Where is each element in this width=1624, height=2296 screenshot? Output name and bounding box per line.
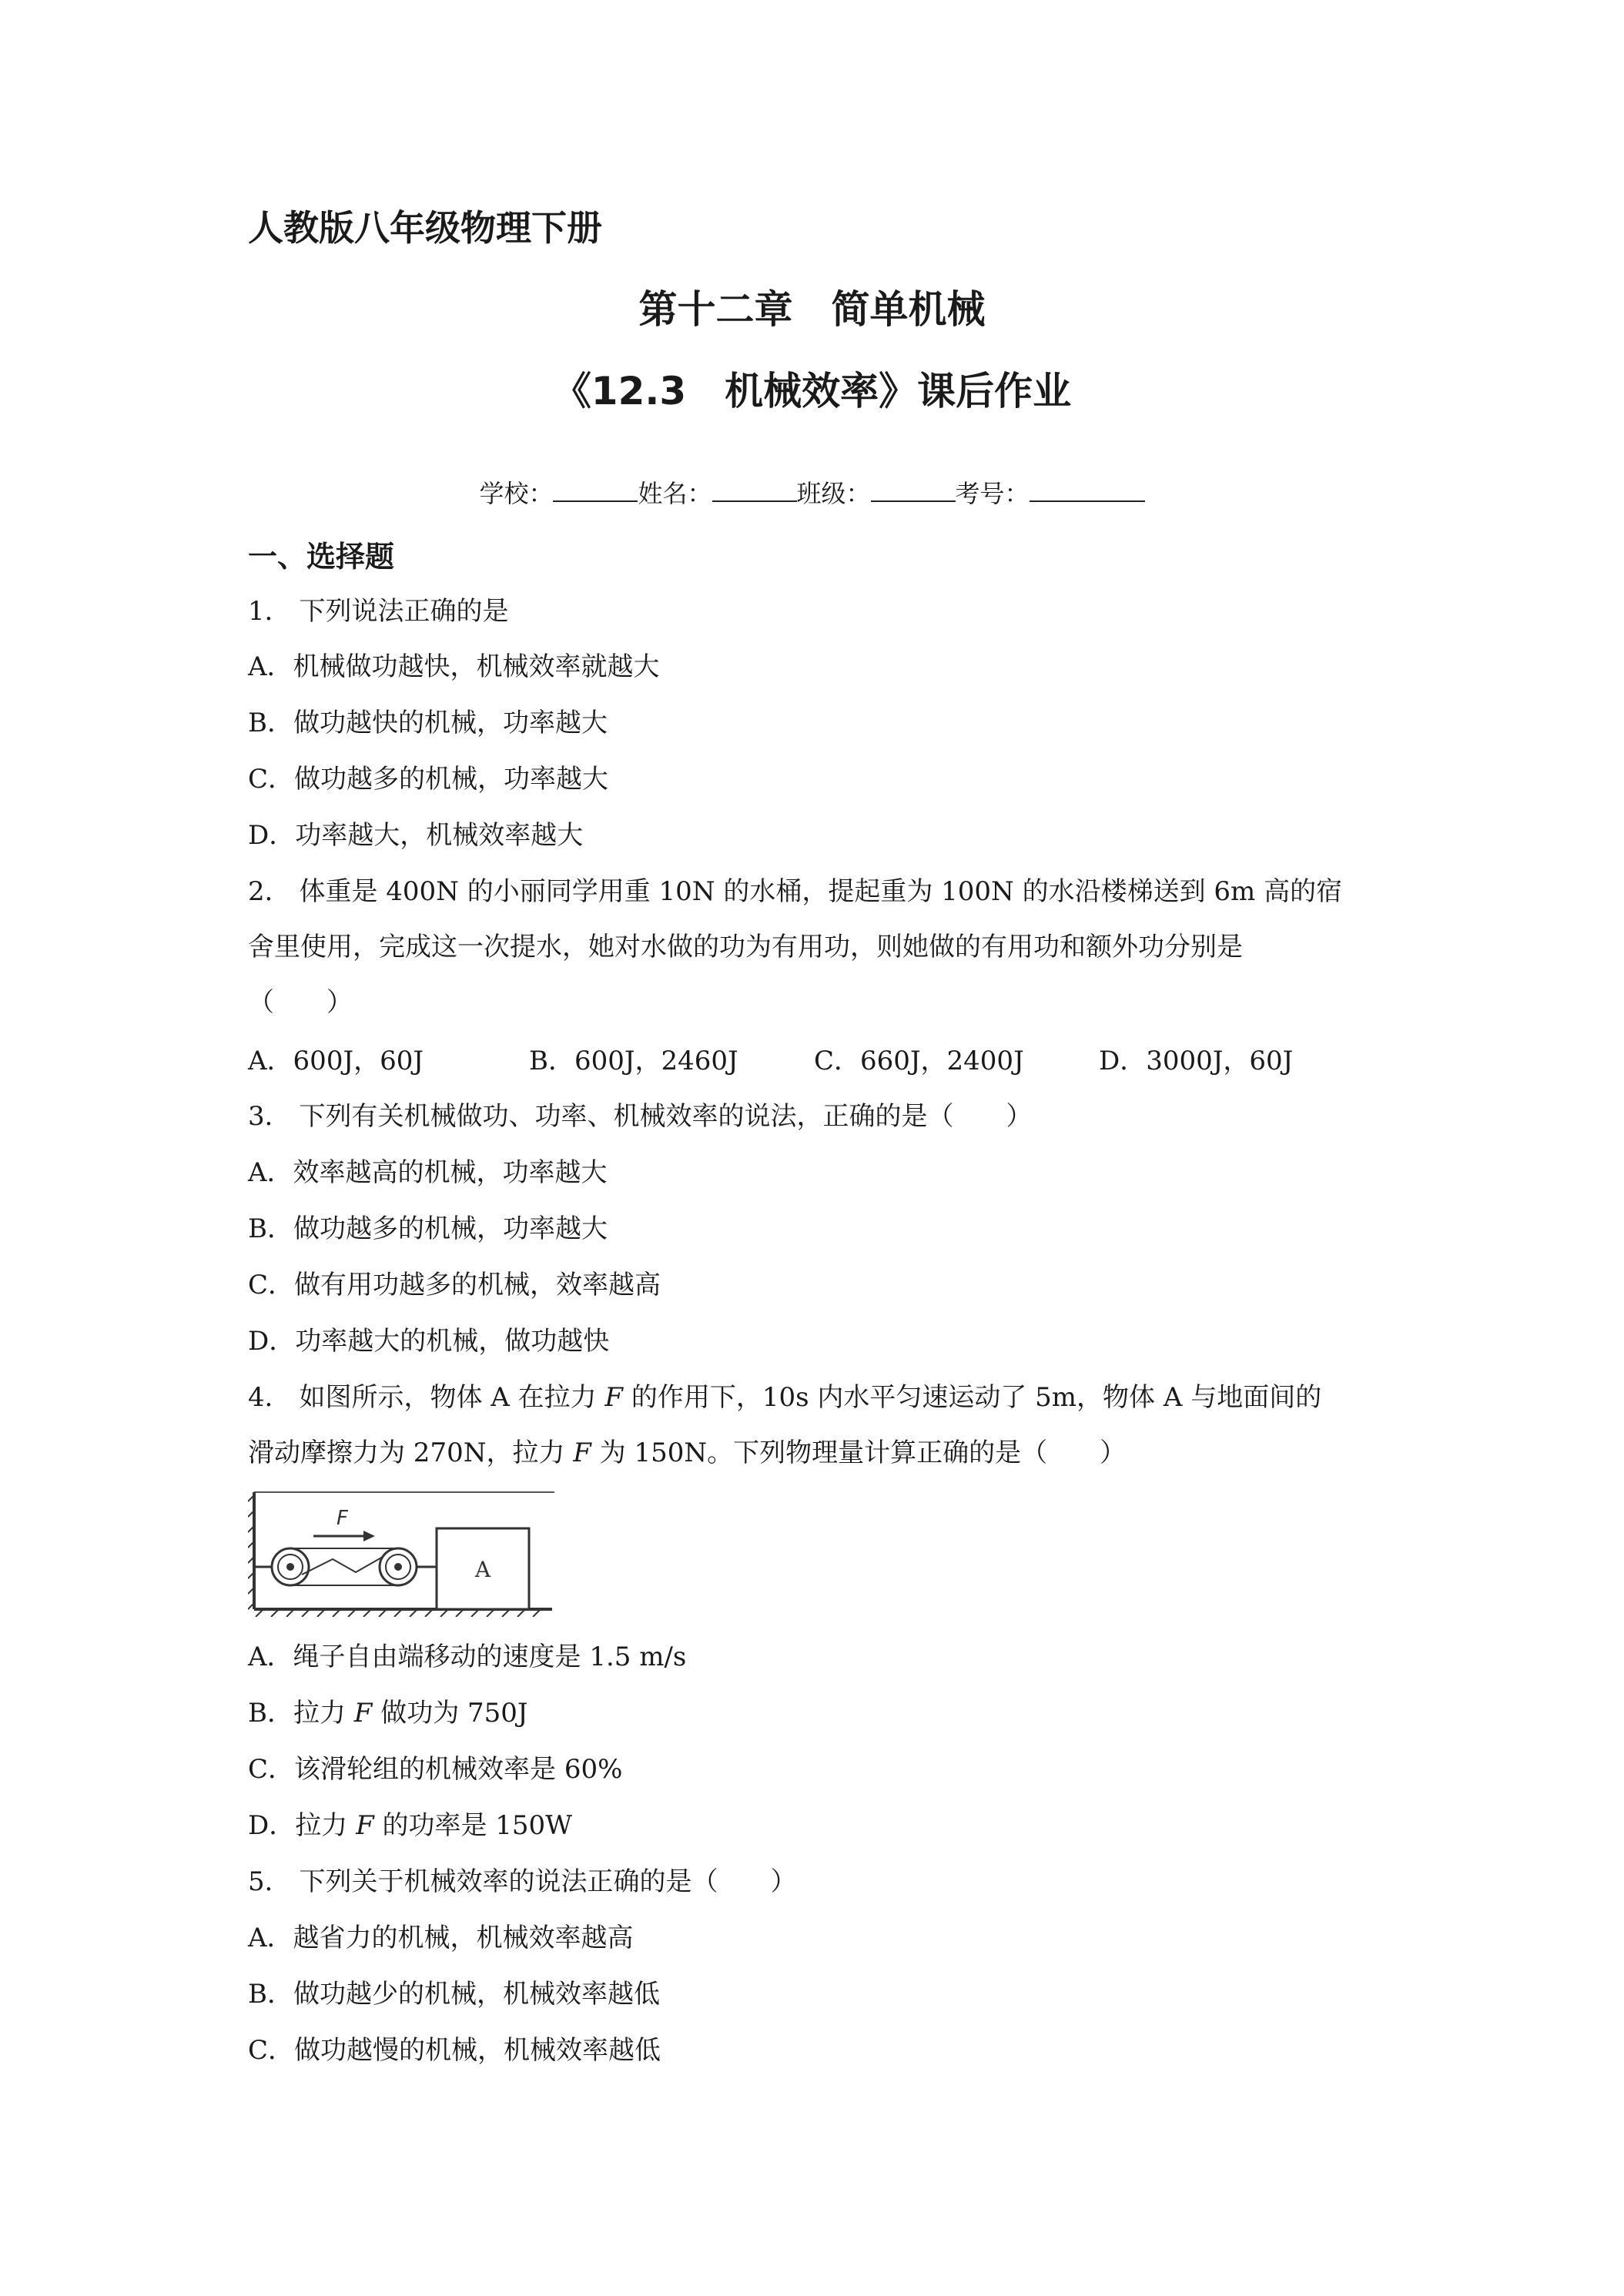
q4-option-c: C．该滑轮组的机械效率是 60% [248,1754,623,1785]
q1-option-c: C．做功越多的机械，功率越大 [248,764,609,795]
rope-middle [302,1557,383,1575]
force-symbol: F [353,1698,373,1729]
pulley-figure [248,1486,556,1617]
q5-option-c: C．做功越慢的机械，机械效率越低 [248,2035,661,2066]
q3-option-a: A．效率越高的机械，功率越大 [248,1157,608,1188]
q4-option-b [248,1698,528,1729]
force-label: F [337,1507,348,1530]
q2-options-row [248,1046,1293,1076]
student-info-line [0,474,1624,510]
q2-option-d: D．3000J，60J [1099,1046,1294,1076]
force-arrowhead [363,1531,375,1541]
q3-stem: 3． 下列有关机械做功、功率、机械效率的说法，正确的是（ ） [248,1101,1033,1132]
section-title: 一、选择题 [248,540,395,574]
q2-option-b: B．600J，2460J [529,1046,738,1076]
q2-option-c: C．660J，2400J [814,1046,1024,1076]
class-blank[interactable] [871,477,956,502]
q2-stem-line1: 2． 体重是 400N 的小丽同学用重 10N 的水桶，提起重为 100N 的水沿楼梯送到 6m 高的宿 [248,876,1343,907]
q4-option-a: A．绳子自由端移动的速度是 1.5 m/s [248,1642,687,1672]
force-symbol: F [604,1382,624,1413]
force-symbol: F [356,1810,374,1841]
school-label: 学校： [479,479,554,508]
q4-stem-line2-part-a: 滑动摩擦力为 270N，拉力 [248,1438,574,1468]
q4-stem-line1-part-b: 的作用下，10s 内水平匀速运动了 5m，物体 A 与地面间的 [623,1382,1322,1413]
q4-stem-line2-part-b: 为 150N。下列物理量计算正确的是（ ） [591,1438,1127,1468]
q2-stem-line3: （ ） [248,987,353,1018]
book-title: 人教版八年级物理下册 [248,207,602,249]
q5-stem: 5． 下列关于机械效率的说法正确的是（ ） [248,1866,797,1897]
lesson-title: 《12.3 机械效率》课后作业 [552,369,1072,413]
q4-stem-line2 [248,1438,1126,1468]
q3-option-d: D．功率越大的机械，做功越快 [248,1326,610,1357]
force-symbol: F [573,1438,591,1468]
q4-stem-line1-part-a: 4． 如图所示，物体 A 在拉力 [248,1382,605,1413]
q5-option-b: B．做功越少的机械，机械效率越低 [248,1979,660,2010]
name-blank[interactable] [712,477,797,502]
q1-stem: 1． 下列说法正确的是 [248,596,509,627]
chapter-title: 第十二章 简单机械 [638,287,986,332]
q4-option-d-suffix: 的功率是 150W [373,1810,573,1841]
q3-option-b: B．做功越多的机械，功率越大 [248,1213,608,1244]
q4-option-b-prefix: B．拉力 [248,1698,354,1729]
q3-option-c: C．做有用功越多的机械，效率越高 [248,1270,661,1300]
class-label: 班级： [796,479,871,508]
q2-option-a: A．600J，60J [248,1046,424,1076]
q1-option-b: B．做功越快的机械，功率越大 [248,708,608,738]
q4-option-d-prefix: D．拉力 [248,1810,357,1841]
name-label: 姓名： [638,479,712,508]
q1-option-d: D．功率越大，机械效率越大 [248,820,584,851]
exam-no-label: 考号： [955,479,1030,508]
q4-option-b-suffix: 做功为 750J [372,1698,528,1729]
q4-stem-line1 [248,1382,1321,1413]
block-label: A [474,1557,491,1582]
q1-option-a: A．机械做功越快，机械效率就越大 [248,651,660,682]
school-blank[interactable] [553,477,638,502]
q5-option-a: A．越省力的机械，机械效率越高 [248,1923,634,1953]
q4-option-d [248,1810,572,1841]
exam-no-blank[interactable] [1030,477,1145,502]
q2-stem-line2: 舍里使用，完成这一次提水，她对水做的功为有用功，则她做的有用功和额外功分别是 [248,932,1243,962]
